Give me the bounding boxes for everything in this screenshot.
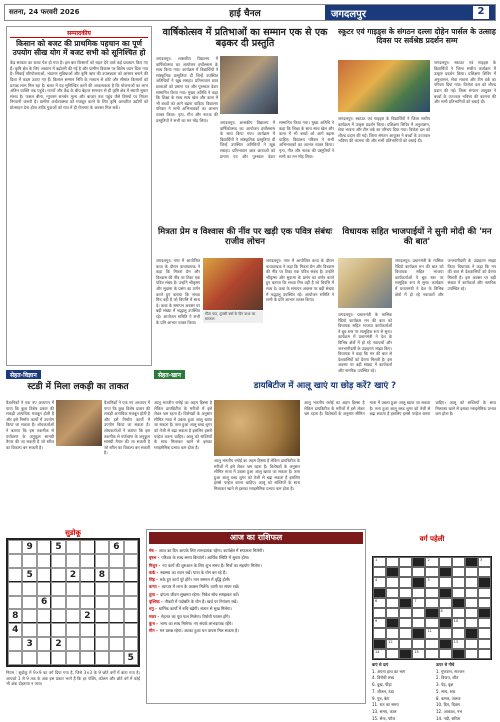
sudoku-cell <box>80 651 94 665</box>
crossword-cell: 3 <box>478 557 491 567</box>
crossword-cell <box>478 577 491 587</box>
sudoku-header <box>6 529 140 538</box>
crossword-cell: 1 <box>373 557 386 567</box>
crossword-cell <box>465 567 478 577</box>
across-clues <box>372 662 432 721</box>
crossword-cell <box>412 628 425 638</box>
crossword-cell <box>478 649 491 659</box>
sudoku-cell <box>66 540 80 554</box>
sudoku-cell <box>37 568 51 582</box>
crossword-cell <box>439 577 452 587</box>
mla-body-cont: जगदलपुर। प्रधानमंत्री के मासिक रेडियो कार्यक्रम मन की बात को विधायक सहित भाजपा कार्यकर्ताओं ने बूथ स्तर पर सामूहिक रूप से सुना। कार्यक्रम में प्रधानमंत्री ने देश के विभिन्न क्षेत्रों में हो रहे नवाचारों और जनभागीदारी के उदाहरण साझा किए। विधायक ने कहा कि मन की बात से देशवासियों को प्रेरणा मिलती है। इस अवसर पर बड़ी संख्या में कार्यकर्ता और नागरिक उपस्थित रहे। <box>338 312 392 373</box>
sudoku-cell <box>8 596 22 610</box>
rashifal-label: आज का राशिफल <box>149 532 363 544</box>
rashi-sign: तुला - <box>149 591 159 597</box>
crossword-cell <box>399 588 412 598</box>
crossword-cell: 8 <box>439 608 452 618</box>
crossword-cell <box>439 557 452 567</box>
sudoku-cell <box>37 540 51 554</box>
sudoku-cell: 6 <box>109 540 123 554</box>
sudoku-cell <box>8 637 22 651</box>
sudoku-cell <box>66 637 80 651</box>
sudoku-cell <box>22 651 36 665</box>
crossword-cell <box>373 588 386 598</box>
crossword-cell <box>399 649 412 659</box>
sudoku-cell: 3 <box>22 637 36 651</box>
katha-story <box>156 228 334 366</box>
crossword-cell: 5 <box>425 577 438 587</box>
sudoku-cell <box>22 623 36 637</box>
crossword-cell <box>412 567 425 577</box>
sudoku-cell: 5 <box>124 651 138 665</box>
crossword-cell <box>439 567 452 577</box>
across-clue: 11. रात का समय <box>372 702 399 708</box>
down-clues <box>436 662 496 721</box>
sudoku-cell: 9 <box>22 540 36 554</box>
crossword-cell <box>373 639 386 649</box>
scouts-story <box>338 28 496 224</box>
rashi-sign: वृषभ - <box>149 555 160 561</box>
crossword-cell <box>386 567 399 577</box>
crossword-cell <box>399 557 412 567</box>
rashi-text: परिवार के साथ समय बिताएंगे। आर्थिक स्थिति में सुधार होगा। <box>161 555 250 561</box>
sudoku-cell <box>95 582 109 596</box>
rashifal-block <box>146 529 366 704</box>
crossword-cell <box>478 588 491 598</box>
rashi-sign: कर्क - <box>149 569 159 575</box>
katha-headline: मित्रता प्रेम व विश्वास की नींव पर खड़ी एक पवित्र संबंधः राजीव लोचन <box>157 227 333 247</box>
issue-date: सतना, 24 फरवरी 2026 <box>9 8 80 16</box>
sudoku-cell <box>8 651 22 665</box>
across-clue: 13. समय, काल <box>372 708 397 714</box>
rashi-item <box>149 569 363 576</box>
katha-body-right: जगदलपुर। नगर में आयोजित कथा के दौरान कथावाचक ने कहा कि मित्रता प्रेम और विश्वास की नींव पर टिका एक पवित्र संबंध है। उन्होंने श्रीकृष्ण और सुदामा के प्रसंग का वर्णन करते हुए बताया कि सच्चा मित्र वही है जो विपत्ति में साथ दे। कथा के समापन अवसर पर बड़ी संख्या में श्रद्धालु उपस्थित रहे। आयोजन समिति ने सभी के प्रति आभार व्यक्त किया। <box>266 258 334 303</box>
sudoku-cell <box>109 623 123 637</box>
crossword-cell <box>452 588 465 598</box>
down-clue: 12. आकाश, नभ <box>436 708 463 714</box>
sudoku-cell <box>51 596 65 610</box>
sudoku-cell <box>22 596 36 610</box>
sudoku-cell <box>95 609 109 623</box>
rashi-sign: मीन - <box>149 628 158 634</box>
scouts-body-cont: जगदलपुर। स्काउट एवं गाइड्स के विद्यार्थियों ने जिला स्तरीय कार्यक्रम में उत्कृष्ट प्रदर्शन किया। प्रशिक्षण शिविर में अनुशासन, सेवा भावना और टीम वर्क का परिचय दिया गया। विजेता दल को शील्ड प्रदान की गई। जिला संगठन आयुक्त ने बच्चों के उज्ज्वल भविष्य की कामना की और सभी प्रतिभागियों को बधाई दी। <box>338 116 430 144</box>
crossword-cell <box>452 608 465 618</box>
rashi-text: रुके हुए कार्य पूरे होंगे। मान सम्मान में वृद्धि होगी। <box>159 577 231 583</box>
sudoku-cell <box>22 554 36 568</box>
sudoku-cell <box>124 582 138 596</box>
down-clue: 2. विजय, जीत <box>436 675 459 681</box>
crossword-cell <box>399 577 412 587</box>
scouts-photo <box>338 60 430 112</box>
crossword-cell: 15 <box>412 649 425 659</box>
sudoku-cell <box>66 554 80 568</box>
rashi-text: भाग्य का साथ मिलेगा। नए संपर्क लाभदायक रहेंगे। <box>159 620 233 626</box>
crossword-cell <box>373 567 386 577</box>
crossword-cell <box>399 598 412 608</box>
rashi-text: नौकरी में पदोन्नति के योग हैं। खर्च पर नियंत्रण रखें। <box>164 599 238 605</box>
science-label: सेहत-विज्ञान <box>6 370 41 379</box>
rashi-sign: सिंह - <box>149 577 158 583</box>
crossword-cell <box>465 618 478 628</box>
sudoku-cell: 4 <box>8 623 22 637</box>
down-clue: 3. पेड़, वृक्ष <box>436 682 454 688</box>
sudoku-cell <box>95 623 109 637</box>
sudoku-cell <box>124 623 138 637</box>
sudoku-cell <box>37 623 51 637</box>
crossword-cell <box>412 557 425 567</box>
crossword-cell <box>452 557 465 567</box>
rashi-text: स्वास्थ्य का ध्यान रखें। यात्रा के योग बन रहे हैं। <box>160 569 227 575</box>
crossword-cell <box>478 628 491 638</box>
sudoku-cell: 2 <box>66 568 80 582</box>
city-page-banner <box>325 5 495 20</box>
crossword-cell <box>465 639 478 649</box>
sudoku-cell <box>37 554 51 568</box>
health-label: सेहत-खान <box>154 370 185 379</box>
across-list <box>372 669 432 722</box>
health-body-1: आलू भारतीय रसोई का अहम हिस्सा है लेकिन डायबिटीज के मरीजों में इसे लेकर भ्रम रहता है। विशेषज्ञों के अनुसार सीमित मात्रा में उबला हुआ आलू खाया जा सकता है। तला हुआ आलू ब्लड शुगर को तेजी से बढ़ा सकता है इसलिए इससे परहेज करना चाहिए। आलू को सब्जियों के साथ मिलाकर खाने से इसका ग्लाइसेमिक प्रभाव कम होता है। <box>154 400 212 450</box>
rashi-sign: मिथुन - <box>149 562 161 568</box>
crossword-cell <box>399 618 412 628</box>
sudoku-cell <box>109 609 123 623</box>
rashifal-list <box>149 547 363 635</box>
across-clue: 6. दुख, पीड़ा <box>372 682 392 688</box>
rashi-sign: मकर - <box>149 613 160 619</box>
across-clue: 7. शीतल, ठंडा <box>372 688 394 694</box>
crossword-cell <box>412 608 425 618</box>
crossword-cell <box>465 588 478 598</box>
sudoku-cell: 2 <box>51 637 65 651</box>
potato-photo <box>214 400 300 456</box>
scouts-body: जगदलपुर। स्काउट एवं गाइड्स के विद्यार्थियों ने जिला स्तरीय कार्यक्रम में उत्कृष्ट प्रदर्शन किया। प्रशिक्षण शिविर में अनुशासन, सेवा भावना और टीम वर्क का परिचय दिया गया। विजेता दल को शील्ड प्रदान की गई। जिला संगठन आयुक्त ने बच्चों के उज्ज्वल भविष्य की कामना की और सभी प्रतिभागियों को बधाई दी। <box>434 60 496 105</box>
down-list <box>436 669 496 722</box>
crossword-cell <box>412 639 425 649</box>
sudoku-cell <box>124 568 138 582</box>
crossword-cell <box>465 628 478 638</box>
sudoku-cell <box>66 609 80 623</box>
down-clue: 10. दिन, दिवस <box>436 702 460 708</box>
down-clue: 14. नदी, सरिता <box>436 715 461 721</box>
rashi-text: आज का दिन आपके लिए लाभदायक रहेगा। कार्यक्षेत्र में सफलता मिलेगी। <box>158 548 264 553</box>
paper-title: हाई चैनल <box>229 9 261 19</box>
rashi-sign: वृश्चिक - <box>149 599 163 605</box>
crossword-cell <box>465 608 478 618</box>
students-body-cont: जगदलपुर। शासकीय विद्यालय में वार्षिकोत्सव का आयोजन हर्षोल्लास के साथ किया गया। कार्यक्रम में विद्यार्थियों ने सांस्कृतिक प्रस्तुतियां दीं जिन्हें उपस्थित अतिथियों ने खूब सराहा। प्रतिभावान छात्र छात्राओं को प्रमाण पत्र और पुरस्कार देकर सम्मानित किया गया। मुख्य अतिथि ने कहा कि शिक्षा के साथ साथ खेल और कला में भी बच्चों को आगे बढ़ना चाहिए। विद्यालय परिवार ने सभी अभिभावकों का आभार व्यक्त किया। नृत्य, गीत और नाटक की प्रस्तुतियों ने सभी का मन मोह लिया। <box>220 120 334 159</box>
rashi-item <box>149 554 363 561</box>
crossword-cell: 14 <box>373 649 386 659</box>
across-clue: 1. अपना हाथ का भाग <box>372 668 406 674</box>
sudoku-cell: 5 <box>22 568 36 582</box>
across-clue: 15. सेना, फौज <box>372 715 396 721</box>
rashi-item <box>149 583 363 590</box>
science-block <box>6 370 150 528</box>
crossword-cell <box>386 598 399 608</box>
rashi-sign: कुंभ - <box>149 620 158 626</box>
rashi-item <box>149 605 363 612</box>
crossword-cell: 11 <box>425 628 438 638</box>
sudoku-cell: 6 <box>37 596 51 610</box>
editorial-label: सम्पादकीय <box>10 29 148 38</box>
crossword-cell <box>465 577 478 587</box>
down-clue: 8. कमल, जलज <box>436 695 461 701</box>
sudoku-cell <box>124 554 138 568</box>
masthead <box>4 4 496 21</box>
crossword-cell <box>452 628 465 638</box>
sudoku-cell <box>37 582 51 596</box>
crossword-cell <box>452 577 465 587</box>
across-label: बाएं से दाएं <box>372 662 389 667</box>
crossword-cell <box>386 557 399 567</box>
crossword-cell <box>386 649 399 659</box>
crossword-cell: 6 <box>373 598 386 608</box>
sudoku-cell <box>66 582 80 596</box>
students-body: जगदलपुर। शासकीय विद्यालय में वार्षिकोत्सव का आयोजन हर्षोल्लास के साथ किया गया। कार्यक्रम में विद्यार्थियों ने सांस्कृतिक प्रस्तुतियां दीं जिन्हें उपस्थित अतिथियों ने खूब सराहा। प्रतिभावान छात्र छात्राओं को प्रमाण पत्र और पुरस्कार देकर सम्मानित किया गया। मुख्य अतिथि ने कहा कि शिक्षा के साथ साथ खेल और कला में भी बच्चों को आगे बढ़ना चाहिए। विद्यालय परिवार ने सभी अभिभावकों का आभार व्यक्त किया। नृत्य, गीत और नाटक की प्रस्तुतियों ने सभी का मन मोह लिया। <box>156 56 218 123</box>
sudoku-cell <box>8 554 22 568</box>
sudoku-cell <box>95 637 109 651</box>
health-body-3: आलू भारतीय रसोई का अहम हिस्सा है लेकिन डायबिटीज के मरीजों में इसे लेकर भ्रम रहता है। विशेषज्ञों के अनुसार सीमित मात्रा में उबला हुआ आलू खाया जा सकता है। तला हुआ आलू ब्लड शुगर को तेजी से बढ़ा सकता है इसलिए इससे परहेज करना चाहिए। आलू को सब्जियों के साथ मिलाकर खाने से इसका ग्लाइसेमिक प्रभाव कम होता है। <box>304 400 496 417</box>
students-photo <box>220 56 278 114</box>
sudoku-cell <box>8 540 22 554</box>
crossword-clues <box>372 662 496 721</box>
rashi-item <box>149 598 363 605</box>
crossword-header <box>372 529 492 551</box>
sudoku-cell <box>37 609 51 623</box>
science-body: वैज्ञानिकों ने एक नए अध्ययन में पाया कि कुछ विशेष प्रकार की लकड़ी अत्यधिक मजबूत होती है और इसे निर्माण कार्यों में उपयोग किया जा सकता है। शोधकर्ताओं ने बताया कि इस तकनीक से पर्यावरण के अनुकूल सामग्री तैयार की जा सकती है जो स्टील का विकल्प बन सकती है। <box>6 400 54 450</box>
crossword-cell <box>478 598 491 608</box>
sudoku-cell <box>37 651 51 665</box>
crossword-cell <box>386 628 399 638</box>
crossword-cell <box>373 608 386 618</box>
crossword-cell <box>478 608 491 618</box>
mla-story <box>338 227 496 373</box>
sudoku-cell <box>109 554 123 568</box>
science-headline: स्टडी में मिला लकड़ी का ताकत <box>27 382 129 392</box>
crossword-cell <box>465 649 478 659</box>
students-story <box>156 28 334 224</box>
crossword-cell <box>386 608 399 618</box>
rashi-text: नए कार्य की शुरुआत के लिए शुभ समय है। मित्रों का सहयोग मिलेगा। <box>162 562 262 568</box>
crossword-cell: 2 <box>425 557 438 567</box>
science-body-cont: वैज्ञानिकों ने एक नए अध्ययन में पाया कि कुछ विशेष प्रकार की लकड़ी अत्यधिक मजबूत होती है और इसे निर्माण कार्यों में उपयोग किया जा सकता है। शोधकर्ताओं ने बताया कि इस तकनीक से पर्यावरण के अनुकूल सामग्री तैयार की जा सकती है जो स्टील का विकल्प बन सकती है। <box>104 400 150 456</box>
crossword-cell: 13 <box>452 639 465 649</box>
crossword-cell: 10 <box>452 618 465 628</box>
crossword-cell <box>386 577 399 587</box>
crossword-cell <box>412 588 425 598</box>
editorial-headline: किसान को बजट की प्राथमिक पहचान का पूर्ण उपयोग सीख योग में बजट सभी को सूनिश्चित हो <box>12 39 146 57</box>
crossword-cell <box>425 608 438 618</box>
rashi-text: दांपत्य जीवन सुखमय रहेगा। निवेश सोच समझकर करें। <box>160 591 240 597</box>
sudoku-cell <box>109 596 123 610</box>
crossword-cell: 12 <box>386 639 399 649</box>
crossword-cell <box>439 618 452 628</box>
crossword-cell <box>425 567 438 577</box>
crossword-cell <box>386 618 399 628</box>
sudoku-cell <box>66 596 80 610</box>
sudoku-cell <box>124 540 138 554</box>
across-clue: 4. विरोधी शब्द <box>372 675 394 681</box>
crossword-cell <box>399 608 412 618</box>
crossword-cell <box>412 618 425 628</box>
rashi-text: मेहनत का पूरा फल मिलेगा। विरोधी परास्त होंगे। <box>161 613 230 619</box>
rashi-item <box>149 562 363 569</box>
sudoku-cell <box>95 596 109 610</box>
down-clue: 5. सत्य, सच <box>436 688 456 694</box>
sudoku-cell <box>8 582 22 596</box>
city-name: जगदलपुर <box>331 8 366 20</box>
katha-body-left: जगदलपुर। नगर में आयोजित कथा के दौरान कथावाचक ने कहा कि मित्रता प्रेम और विश्वास की नींव पर टिका एक पवित्र संबंध है। उन्होंने श्रीकृष्ण और सुदामा के प्रसंग का वर्णन करते हुए बताया कि सच्चा मित्र वही है जो विपत्ति में साथ दे। कथा के समापन अवसर पर बड़ी संख्या में श्रद्धालु उपस्थित रहे। आयोजन समिति ने सभी के प्रति आभार व्यक्त किया। <box>156 258 200 325</box>
crossword-cell: 9 <box>373 618 386 628</box>
sudoku-cell: 2 <box>80 609 94 623</box>
crossword-cell <box>465 598 478 608</box>
katha-caption: गीता पाठ, तुलसी वर्षा के दिन कथा का समापन <box>203 311 263 323</box>
sudoku-cell <box>22 582 36 596</box>
crossword-label: वर्ग पहेली <box>419 535 445 543</box>
sudoku-cell: 8 <box>95 568 109 582</box>
sudoku-grid <box>6 538 140 667</box>
scouts-headline: स्कूटर एवं गाइड्स के संगठन दल्ला दोहेन पार्सल के उत्साह दिवस पर सर्वश्रेष्ठ प्रदर्शन सम्म <box>338 27 496 45</box>
sudoku-cell <box>95 651 109 665</box>
sudoku-cell <box>51 651 65 665</box>
mla-photo <box>338 258 392 308</box>
sudoku-cell <box>124 596 138 610</box>
crossword-cell <box>478 639 491 649</box>
crossword-cell <box>439 598 452 608</box>
sudoku-cell <box>22 609 36 623</box>
crossword-cell <box>452 567 465 577</box>
sudoku-cell <box>66 651 80 665</box>
rashi-sign: मेष - <box>149 548 157 553</box>
katha-photo <box>203 258 263 310</box>
rashi-item <box>149 547 363 554</box>
sudoku-cell <box>66 623 80 637</box>
sudoku-cell <box>80 568 94 582</box>
crossword-cell <box>425 649 438 659</box>
sudoku-cell <box>51 623 65 637</box>
down-clue: 1. गुणवान, सज्जन <box>436 668 465 674</box>
sudoku-cell: 8 <box>8 609 22 623</box>
crossword-cell <box>425 639 438 649</box>
crossword-cell <box>439 588 452 598</box>
sudoku-cell <box>109 637 123 651</box>
crossword-cell <box>478 618 491 628</box>
sudoku-label: सुडोकू <box>65 529 81 537</box>
sudoku-cell <box>109 568 123 582</box>
rashi-text: व्यापार में लाभ के अवसर मिलेंगे। वाणी पर संयम रखें। <box>161 584 240 590</box>
crossword-cell <box>425 618 438 628</box>
sudoku-cell <box>80 637 94 651</box>
editorial-block <box>6 26 152 366</box>
crossword-cell <box>399 628 412 638</box>
crossword-cell <box>439 639 452 649</box>
down-label: ऊपर से नीचे <box>436 662 455 667</box>
sudoku-cell <box>80 623 94 637</box>
rashi-item <box>149 613 363 620</box>
crossword-cell: 4 <box>373 577 386 587</box>
sudoku-cell <box>95 554 109 568</box>
rashi-text: धार्मिक कार्यों में रुचि बढ़ेगी। संतान से सुख मिलेगा। <box>158 606 232 612</box>
sudoku-cell <box>51 554 65 568</box>
sudoku-cell <box>51 568 65 582</box>
crossword-cell: 7 <box>412 598 425 608</box>
sudoku-cell <box>124 609 138 623</box>
crossword-cell <box>373 628 386 638</box>
rashi-sign: कन्या - <box>149 584 160 590</box>
crossword-grid <box>372 556 492 660</box>
crossword-cell <box>425 598 438 608</box>
mla-body: जगदलपुर। प्रधानमंत्री के मासिक रेडियो कार्यक्रम मन की बात को विधायक सहित भाजपा कार्यकर्ताओं ने बूथ स्तर पर सामूहिक रूप से सुना। कार्यक्रम में प्रधानमंत्री ने देश के विभिन्न क्षेत्रों में हो रहे नवाचारों और जनभागीदारी के उदाहरण साझा किए। विधायक ने कहा कि मन की बात से देशवासियों को प्रेरणा मिलती है। इस अवसर पर बड़ी संख्या में कार्यकर्ता और नागरिक उपस्थित रहे। <box>395 258 496 297</box>
sudoku-cell <box>51 609 65 623</box>
sudoku-cell <box>8 568 22 582</box>
sudoku-cell <box>37 637 51 651</box>
crossword-cell <box>452 649 465 659</box>
rashi-sign: धनु - <box>149 606 157 612</box>
sudoku-cell: 5 <box>51 540 65 554</box>
rashi-text: मन प्रसन्न रहेगा। अटका हुआ धन वापस मिल सकता है। <box>159 628 239 634</box>
across-clue: 9. पुत्र, बेटा <box>372 695 390 701</box>
crossword-cell <box>399 639 412 649</box>
sudoku-cell <box>124 637 138 651</box>
crossword-cell <box>439 649 452 659</box>
health-headline: डायबिटीज में आलू खाएं या छोड़ करें? खाएं ? <box>253 381 397 391</box>
page-number: 2 <box>473 6 489 19</box>
crossword-cell <box>399 567 412 577</box>
sudoku-cell <box>109 582 123 596</box>
rashi-item <box>149 591 363 598</box>
sudoku-cell <box>109 651 123 665</box>
sudoku-cell <box>51 582 65 596</box>
rashi-item <box>149 620 363 627</box>
sudoku-cell <box>80 554 94 568</box>
sudoku-rule: नियम : सुडोकू में 9×9 का वर्ग दिया गया है, जिसे 3×3 के 9 छोटे वर्गों में बांटा गया है। आपको 1 से 9 तक के अंक इस प्रकार भरने हैं कि हर पंक्ति, कॉलम और छोटे वर्ग में कोई भी अंक दोहराया न जाए। <box>6 670 140 687</box>
crossword-cell <box>425 588 438 598</box>
science-photo <box>56 400 102 446</box>
mla-headline: विधायक सहित भाजपाईयों ने सुनी मोदी की 'मन की बात' <box>342 227 492 247</box>
editorial-body: केंद्र सरकार का बजट पेश हो गया है। इस बार किसानों को राहत देने वाले कई प्रावधान किए गए हैं। कृषि क्षेत्र के लिए आवंटन में बढ़ोतरी की गई है और ग्रामीण विकास पर विशेष ध्यान दिया गया है। सिंचाई परियोजनाओं, भंडारण सुविधाओं और कृषि ऋण की उपलब्धता को आसान बनाने की दिशा में कदम उठाए गए हैं। किसान सम्मान निधि के माध्यम से छोटे और सीमांत किसानों को प्रत्यक्ष लाभ मिल रहा है। बजट में यह सुनिश्चित करने की आवश्यकता है कि योजनाओं का लाभ अंतिम व्यक्ति तक पहुंचे। राज्यों और केंद्र के बीच बेहतर समन्वय से ही कृषि क्षेत्र में स्थायी सुधार संभव है। फसल बीमा, न्यूनतम समर्थन मूल्य और बाजार तक पहुंच जैसे विषयों पर निरंतर निगरानी जरूरी है। ग्रामीण अर्थव्यवस्था को मजबूत करने के लिए कृषि आधारित उद्योगों को प्रोत्साहन देना होगा ताकि युवाओं को गांव में ही रोजगार के अवसर मिल सकें। <box>10 60 148 110</box>
students-headline: वार्षिकोत्सव में प्रतिभाओं का सम्मान एक से एक बढ़कर दी प्रस्तुति <box>162 27 328 49</box>
crossword-cell <box>465 557 478 567</box>
crossword-cell <box>452 598 465 608</box>
rashi-item <box>149 576 363 583</box>
crossword-cell <box>439 628 452 638</box>
sudoku-cell <box>95 540 109 554</box>
sudoku-cell <box>80 540 94 554</box>
crossword-cell <box>386 588 399 598</box>
sudoku-cell <box>80 596 94 610</box>
health-block <box>154 370 496 528</box>
health-body-2: आलू भारतीय रसोई का अहम हिस्सा है लेकिन डायबिटीज के मरीजों में इसे लेकर भ्रम रहता है। विशेषज्ञों के अनुसार सीमित मात्रा में उबला हुआ आलू खाया जा सकता है। तला हुआ आलू ब्लड शुगर को तेजी से बढ़ा सकता है इसलिए इससे परहेज करना चाहिए। आलू को सब्जियों के साथ मिलाकर खाने से इसका ग्लाइसेमिक प्रभाव कम होता है। <box>214 458 300 491</box>
sudoku-cell <box>80 582 94 596</box>
crossword-cell <box>412 577 425 587</box>
crossword-cell <box>478 567 491 577</box>
rashi-item <box>149 627 363 634</box>
